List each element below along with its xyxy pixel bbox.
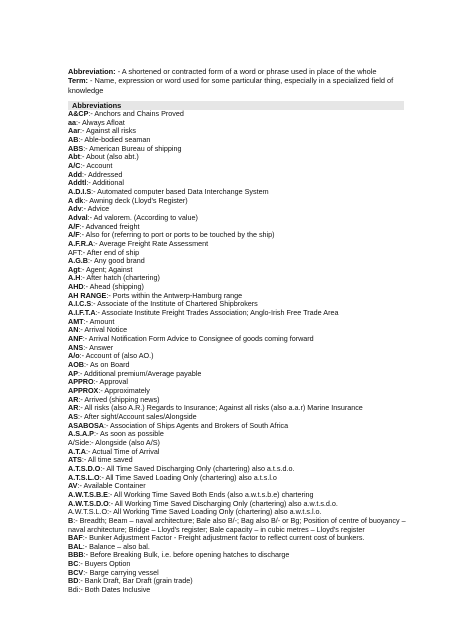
- abbreviation-definition: :- Buyers Option: [78, 559, 131, 569]
- definition-text: - Name, expression or word used for some particular thing, especially in a specialized field of knowledge: [68, 76, 394, 95]
- abbreviation-term: AMT: [68, 316, 84, 326]
- abbreviation-term: A.W.T.S.D.O: [68, 498, 109, 508]
- abbreviation-term: A&CP: [68, 109, 89, 118]
- abbreviation-definition: :- American Bureau of shipping: [83, 143, 182, 153]
- abbreviation-definition: :- As soon as possible: [93, 429, 164, 439]
- abbreviation-term: A.S.A.P: [68, 429, 94, 439]
- definition-paragraph: [68, 67, 408, 76]
- abbreviation-definition: :- Both Dates Inclusive: [78, 585, 151, 595]
- abbreviation-definition: :- Associate of the Institute of Chartered Shipbrokers: [91, 299, 258, 309]
- abbreviation-definition: :- Bank Draft, Bar Draft (grain trade): [78, 576, 193, 586]
- abbreviation-definition: :- Additional premium/Average payable: [78, 368, 202, 378]
- abbreviation-term: Add: [68, 169, 82, 179]
- abbreviation-term: AP: [68, 368, 78, 378]
- abbreviation-term: A.F.R.A: [68, 238, 94, 248]
- abbreviation-term: AOB: [68, 360, 84, 370]
- abbreviation-definition: :- Ahead (shipping): [83, 282, 144, 292]
- abbreviation-definition: :- All Working Time Saved Both Ends (also a.w.t.s.b.e) chartering: [107, 489, 314, 499]
- abbreviation-term: AR: [68, 394, 79, 404]
- abbreviation-definition: :- Barge carrying vessel: [83, 567, 159, 577]
- abbreviation-definition: :- Advice: [81, 204, 110, 214]
- abbreviation-term: BC: [68, 559, 79, 569]
- abbreviation-term: A.G.B: [68, 256, 88, 266]
- abbreviation-term: A.I.C.S: [68, 299, 92, 309]
- abbreviation-term: ANS: [68, 342, 84, 352]
- abbreviation-definition: :- As on Board: [83, 360, 130, 370]
- list-item: [68, 162, 448, 171]
- abbreviation-definition: :- Balance – also bal.: [82, 541, 150, 551]
- abbreviation-definition: :- After hatch (chartering): [80, 273, 160, 283]
- abbreviation-definition: :- Arrival Notification Form Advice to Consignee of goods coming forward: [82, 334, 314, 344]
- list-item: [68, 586, 448, 595]
- abbreviation-term: Agt: [68, 264, 80, 274]
- abbreviation-definition: :- Account of (also AO.): [79, 351, 154, 361]
- abbreviation-term: ASABOSA: [68, 420, 104, 430]
- abbreviation-term: Abt: [68, 152, 80, 162]
- abbreviation-definition: :- Alongside (also A/S): [89, 437, 160, 447]
- abbreviation-term: A/Side: [68, 437, 90, 447]
- abbreviation-definition: :- Against all risks: [80, 126, 136, 136]
- definition-term: Term:: [68, 76, 88, 86]
- abbreviation-definition: :- Answer: [83, 342, 114, 352]
- list-item: [68, 110, 448, 119]
- abbreviation-term: ANF: [68, 334, 83, 344]
- abbreviation-definition: :- Agent; Against: [79, 264, 133, 274]
- abbreviation-definition: :- All Time Saved Loading Only (chartering) also a.t.s.l.o: [99, 472, 277, 482]
- abbreviation-term: AS: [68, 411, 78, 421]
- abbreviation-term: A/F: [68, 230, 80, 240]
- list-item: [68, 309, 448, 318]
- abbreviation-definition: :- Account: [80, 160, 113, 170]
- list-item: [68, 335, 448, 344]
- abbreviation-term: A.H: [68, 273, 81, 283]
- abbreviation-term: Addtl: [68, 178, 87, 188]
- abbreviation-term: ATS: [68, 455, 82, 465]
- abbreviation-definition: :- Awning deck (Lloyd's Register): [83, 195, 188, 205]
- abbreviation-term: A.W.T.S.B.E: [68, 489, 108, 499]
- abbreviation-term: A.T.S.D.O: [68, 463, 101, 473]
- abbreviation-term: AB: [68, 134, 79, 144]
- abbreviation-term: Aar: [68, 126, 80, 136]
- abbreviation-term: Adval: [68, 212, 88, 222]
- abbreviation-term: AHD: [68, 282, 84, 292]
- abbreviation-definition: :- Addressed: [81, 169, 123, 179]
- abbreviation-term: AV: [68, 481, 78, 491]
- abbreviation-term: A/o: [68, 351, 80, 361]
- abbreviation-definition: :- About (also abt.): [79, 152, 139, 162]
- abbreviation-definition: :- Actual Time of Arrival: [85, 446, 160, 456]
- abbreviation-definition: :- Average Freight Rate Assessment: [93, 238, 209, 248]
- abbreviation-term: A.W.T.S.L.O: [68, 507, 108, 517]
- abbreviation-term: APPROX: [68, 386, 99, 395]
- abbreviation-list: [68, 110, 448, 595]
- list-item: [68, 171, 448, 180]
- abbreviation-definition: :- All risks (also A.R.) Regards to Insurance; Against all risks (also a.a.r) Marine Insurance: [78, 403, 363, 413]
- abbreviation-definition: :- Ad valorem. (According to value): [87, 212, 198, 222]
- abbreviation-definition: :- All Working Time Saved Loading Only (chartering) also a.w.t.s.l.o.: [107, 507, 322, 517]
- abbreviation-definition: :- Arrival Notice: [78, 325, 128, 335]
- abbreviation-definition: :- Associate Institute Freight Trades Association; Anglo-Irish Free Trade Area: [95, 308, 339, 318]
- abbreviation-definition: :- Also for (referring to port or ports to be touched by the ship): [79, 230, 275, 240]
- abbreviation-term: A dk: [68, 195, 84, 205]
- definition-text: - A shortened or contracted form of a word or phrase used in place of the whole: [115, 67, 377, 76]
- abbreviation-definition: :- Any good brand: [87, 256, 145, 266]
- abbreviation-definition: :- After sight/Account sales/Alongside: [78, 411, 197, 421]
- abbreviation-term: AN: [68, 325, 79, 335]
- abbreviation-definition: :- Ports within the Antwerp-Hamburg range: [106, 290, 243, 300]
- section-title: Abbreviations: [72, 101, 122, 110]
- abbreviation-definition: :- All time saved: [81, 455, 133, 465]
- list-item: [68, 197, 448, 206]
- abbreviation-term: A.T.S.L.O: [68, 472, 100, 482]
- abbreviation-term: BAF: [68, 533, 83, 543]
- abbreviation-definition: :- Always Afloat: [76, 117, 125, 127]
- abbreviation-term: BCV: [68, 567, 84, 577]
- abbreviation-term: B: [68, 515, 74, 525]
- abbreviation-definition: :- Arrived (shipping news): [78, 394, 160, 404]
- abbreviation-term: ABS: [68, 143, 84, 153]
- abbreviation-term: A/C: [68, 160, 81, 170]
- abbreviation-definition: :- After end of ship: [80, 247, 140, 257]
- abbreviation-term: aa: [68, 117, 76, 127]
- definition-term: Abbreviation:: [68, 67, 116, 76]
- abbreviation-definition: :- Association of Ships Agents and Brokers of South Africa: [103, 420, 289, 430]
- definition-paragraph: [68, 76, 408, 95]
- abbreviation-definition: :- Automated computer based Data Interchange System: [91, 186, 269, 196]
- abbreviation-term: AR: [68, 403, 79, 413]
- abbreviation-definition: :- Available Container: [77, 481, 146, 491]
- abbreviation-term: BD: [68, 576, 79, 586]
- abbreviation-definition: :- Additional: [86, 178, 124, 188]
- abbreviation-definition: :- Approximately: [98, 386, 150, 395]
- abbreviation-term: Adv: [68, 204, 82, 214]
- abbreviation-term: A.T.A: [68, 446, 86, 456]
- abbreviation-term: AFT: [68, 247, 81, 257]
- abbreviation-definition: :- All Time Saved Discharging Only (chartering) also a.t.s.d.o.: [100, 463, 295, 473]
- abbreviation-definition: :- Before Breaking Bulk, i.e. before opening hatches to discharge: [83, 550, 290, 560]
- abbreviation-definition: :- Able-bodied seaman: [78, 134, 151, 144]
- abbreviation-term: Bdi: [68, 585, 79, 595]
- list-item: [68, 153, 448, 162]
- abbreviation-definition: :- Amount: [83, 316, 115, 326]
- abbreviation-definition: :- Anchors and Chains Proved: [88, 109, 184, 118]
- abbreviation-term: BBB: [68, 550, 84, 560]
- abbreviation-term: A/F: [68, 221, 80, 231]
- abbreviation-term: BAL: [68, 541, 83, 551]
- abbreviation-definition: :- Advanced freight: [79, 221, 140, 231]
- definitions-block: [68, 67, 408, 95]
- abbreviation-term: A.I.F.T.A: [68, 308, 96, 318]
- abbreviation-definition: :- Bunker Adjustment Factor - Freight adjustment factor to reflect current cost of bunkers.: [82, 533, 365, 543]
- abbreviation-definition: naval architecture; Bridge – Lloyd's register; Bale capacity – in cubic metres – Lloyd's register: [68, 524, 365, 534]
- abbreviation-term: APPRO: [68, 377, 94, 387]
- abbreviation-term: A.D.I.S: [68, 186, 92, 196]
- abbreviation-term: AH RANGE: [68, 290, 107, 300]
- abbreviation-definition: :- Breadth; Beam – naval architecture; Bale also B/-; Bag also B/- or Bg; Position of centre of buoyancy –: [73, 515, 406, 525]
- abbreviation-definition: :- Approval: [93, 377, 128, 387]
- abbreviation-definition: :- All Working Time Saved Discharging Only (chartering) also a.w.t.s.d.o.: [108, 498, 338, 508]
